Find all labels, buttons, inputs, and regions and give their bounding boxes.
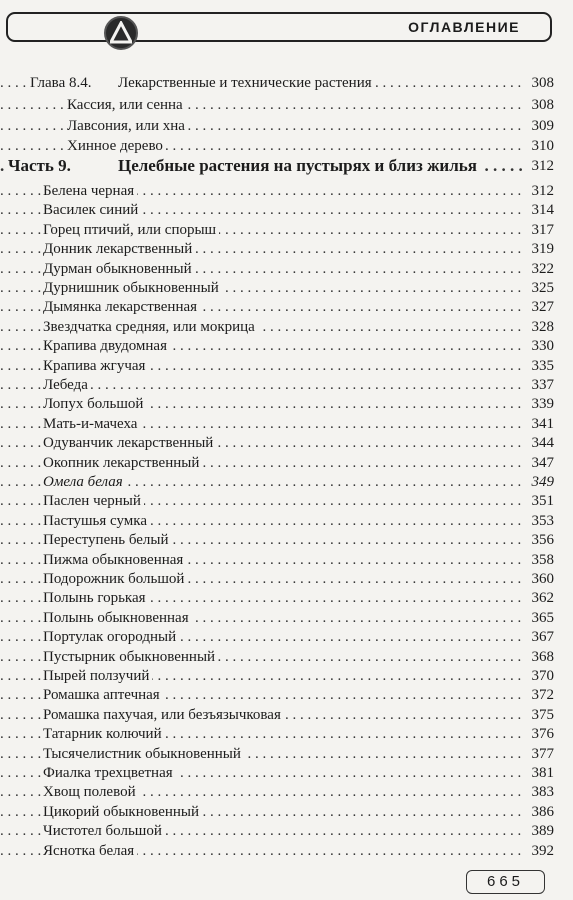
toc-page-number: 377 xyxy=(531,745,554,762)
dot-leader xyxy=(0,297,523,317)
toc-title: Окопник лекарственный xyxy=(43,455,202,471)
toc-page-number: 328 xyxy=(531,318,554,335)
toc-title: Хвощ полевой xyxy=(43,784,139,800)
dot-leader xyxy=(0,181,523,201)
toc-title: Кассия, или сенна xyxy=(67,97,186,113)
toc-entry-row xyxy=(0,181,573,201)
toc-entry-row xyxy=(0,394,573,414)
page-title: ОГЛАВЛЕНИЕ xyxy=(408,19,520,35)
toc-title: Лебеда xyxy=(43,377,91,393)
toc-page-number: 360 xyxy=(531,571,554,587)
dot-leader xyxy=(0,530,523,550)
toc-page-number: 330 xyxy=(531,338,554,355)
toc-page-number: 344 xyxy=(531,435,554,452)
toc-title: Горец птичий, или спорыш xyxy=(43,222,219,238)
toc-page-number: 317 xyxy=(531,221,554,238)
toc-title: Подорожник большой xyxy=(43,571,187,587)
dot-leader xyxy=(0,550,523,570)
toc-title: Яснотка белая xyxy=(43,843,137,859)
toc-title: Татарник колючий xyxy=(43,726,165,742)
dot-leader xyxy=(0,744,523,764)
toc-entry-row xyxy=(0,627,573,647)
toc-entry-row xyxy=(0,491,573,511)
dot-leader xyxy=(0,588,523,608)
toc-title: Пастушья сумка xyxy=(43,513,150,529)
toc-title: Дурман обыкновенный xyxy=(43,261,195,277)
toc-part-row xyxy=(0,156,573,176)
dot-leader xyxy=(0,259,523,279)
toc-number: Часть 9. xyxy=(8,156,118,176)
toc-page-number: 370 xyxy=(531,668,554,684)
toc-page-number: 309 xyxy=(531,118,554,134)
toc-title: Василек синий xyxy=(43,202,141,218)
toc-title: Чистотел большой xyxy=(43,823,165,839)
toc-entry-row xyxy=(0,317,573,337)
dot-leader xyxy=(0,200,523,220)
dot-leader xyxy=(0,136,523,156)
dot-leader xyxy=(0,239,523,259)
dot-leader xyxy=(0,491,523,511)
dot-leader xyxy=(0,73,523,93)
toc-entry-row xyxy=(0,472,573,492)
toc-title: Пырей ползучий xyxy=(43,668,152,684)
toc-page-number: 353 xyxy=(531,512,554,529)
toc-entry-row xyxy=(0,588,573,608)
toc-page-number: 314 xyxy=(531,202,554,219)
toc-title: Переступень белый xyxy=(43,532,172,548)
toc-title: Крапива жгучая xyxy=(43,358,148,374)
dot-leader xyxy=(0,666,523,686)
toc-entry-row xyxy=(0,841,573,861)
dot-leader xyxy=(0,156,523,176)
toc-entry-row xyxy=(0,685,573,705)
dot-leader xyxy=(0,647,523,667)
toc-page-number: 335 xyxy=(531,357,554,374)
toc-entry-row xyxy=(0,95,573,115)
toc-page-number: 322 xyxy=(531,260,554,277)
dot-leader xyxy=(0,569,523,589)
toc-entry-row xyxy=(0,550,573,570)
toc-entry-row xyxy=(0,375,573,395)
toc-page-number: 376 xyxy=(531,726,554,743)
toc-page-number: 312 xyxy=(531,183,554,199)
dot-leader xyxy=(0,414,523,434)
toc-title: Звездчатка средняя, или мокрица xyxy=(43,319,258,335)
toc-title: Донник лекарственный xyxy=(43,241,195,257)
toc-title: Целебные растения на пустырях и близ жилья xyxy=(118,156,480,175)
toc-title: Крапива двудомная xyxy=(43,338,170,354)
toc-entry-row xyxy=(0,414,573,434)
toc-entry-row xyxy=(0,511,573,531)
dot-leader xyxy=(0,116,523,136)
toc-title: Портулак огородный xyxy=(43,629,179,645)
toc-page-number: 347 xyxy=(531,454,554,471)
toc-entry-row xyxy=(0,666,573,686)
toc-entry-row xyxy=(0,116,573,136)
toc-page-number: 341 xyxy=(531,415,554,432)
toc-page-number: 310 xyxy=(531,138,554,154)
toc-page-number: 325 xyxy=(531,280,554,296)
toc-entry-row xyxy=(0,821,573,841)
toc-title: Белена черная xyxy=(43,183,137,199)
dot-leader xyxy=(0,685,523,705)
page-number: 665 xyxy=(466,870,545,894)
toc-title: Лопух большой xyxy=(43,396,146,412)
toc-entry-row xyxy=(0,782,573,802)
toc-entry-row xyxy=(0,259,573,279)
toc-page-number: 339 xyxy=(531,396,554,413)
toc-title: Хинное дерево xyxy=(67,138,166,154)
toc-entry-row xyxy=(0,744,573,764)
toc-entry-row xyxy=(0,200,573,220)
dot-leader xyxy=(0,336,523,356)
toc-chapter-row xyxy=(0,73,573,93)
dot-leader xyxy=(0,627,523,647)
toc-title: Цикорий обыкновенный xyxy=(43,804,202,820)
toc-page-number: 308 xyxy=(531,97,554,113)
toc-page-number: 381 xyxy=(531,765,554,781)
dot-leader xyxy=(0,472,523,492)
toc-entry-row xyxy=(0,453,573,473)
dot-leader xyxy=(0,821,523,841)
toc-page-number: 362 xyxy=(531,590,554,607)
toc-entry-row xyxy=(0,220,573,240)
toc-entry-row xyxy=(0,530,573,550)
toc-title: Лавсония, или хна xyxy=(67,118,188,134)
toc-page-number: 392 xyxy=(531,842,554,859)
toc-entry-row xyxy=(0,297,573,317)
toc-page-number: 365 xyxy=(531,609,554,626)
toc-entry-row xyxy=(0,763,573,783)
toc-entry-row xyxy=(0,608,573,628)
toc-entry-row xyxy=(0,569,573,589)
toc-title: Омела белая xyxy=(43,474,126,490)
toc-entry-row xyxy=(0,336,573,356)
dot-leader xyxy=(0,375,523,395)
dot-leader xyxy=(0,278,523,298)
toc-page-number: 337 xyxy=(531,377,554,393)
dot-leader xyxy=(0,841,523,861)
dot-leader xyxy=(0,394,523,414)
dot-leader xyxy=(0,356,523,376)
toc-entry-row xyxy=(0,136,573,156)
toc-page-number: 356 xyxy=(531,532,554,549)
dot-leader xyxy=(0,511,523,531)
toc-entry-row xyxy=(0,647,573,667)
toc-page-number: 308 xyxy=(531,75,554,91)
toc-title: Полынь обыкновенная xyxy=(43,610,192,626)
dot-leader xyxy=(0,433,523,453)
toc-page-number: 372 xyxy=(531,687,554,704)
toc-title: Паслен черный xyxy=(43,493,144,509)
toc-title: Ромашка аптечная xyxy=(43,687,163,703)
toc-title: Дурнишник обыкновенный xyxy=(43,280,222,296)
toc-page-number: 327 xyxy=(531,299,554,316)
toc-title: Тысячелистник обыкновенный xyxy=(43,746,244,762)
toc-number: Глава 8.4. xyxy=(30,73,118,93)
toc-entry-row xyxy=(0,802,573,822)
toc-title: Мать-и-мачеха xyxy=(43,416,140,432)
toc-entry-row xyxy=(0,724,573,744)
toc-entry-row xyxy=(0,356,573,376)
dot-leader xyxy=(0,95,523,115)
toc-page-number: 367 xyxy=(531,629,554,646)
dot-leader xyxy=(0,317,523,337)
toc-page-number: 349 xyxy=(531,474,554,490)
toc-title: Ромашка пахучая, или безъязычковая xyxy=(43,707,284,723)
toc-title: Пустырник обыкновенный xyxy=(43,649,218,665)
toc-title: Дымянка лекарственная xyxy=(43,299,200,315)
dot-leader xyxy=(0,453,523,473)
toc-entry-row xyxy=(0,705,573,725)
toc-page-number: 375 xyxy=(531,706,554,723)
toc-page-number: 312 xyxy=(531,158,554,174)
toc-title: Одуванчик лекарственный xyxy=(43,435,216,451)
toc-page-number: 319 xyxy=(531,241,554,258)
toc-title: Полынь горькая xyxy=(43,590,149,606)
toc-entry-row xyxy=(0,278,573,298)
toc-page-number: 358 xyxy=(531,551,554,568)
dot-leader xyxy=(0,724,523,744)
dot-leader xyxy=(0,782,523,802)
toc-page-number: 351 xyxy=(531,493,554,510)
toc-page-number: 386 xyxy=(531,803,554,820)
toc-page-number: 383 xyxy=(531,784,554,801)
toc-title: Пижма обыкновенная xyxy=(43,552,186,568)
toc-entry-row xyxy=(0,433,573,453)
dot-leader xyxy=(0,220,523,240)
dot-leader xyxy=(0,705,523,725)
dot-leader xyxy=(0,802,523,822)
dot-leader xyxy=(0,763,523,783)
toc-page-number: 368 xyxy=(531,648,554,665)
toc-page-number: 389 xyxy=(531,823,554,840)
toc-title: Лекарственные и технические растения xyxy=(118,75,375,91)
toc-title: Фиалка трехцветная xyxy=(43,765,176,781)
dot-leader xyxy=(0,608,523,628)
toc-entry-row xyxy=(0,239,573,259)
